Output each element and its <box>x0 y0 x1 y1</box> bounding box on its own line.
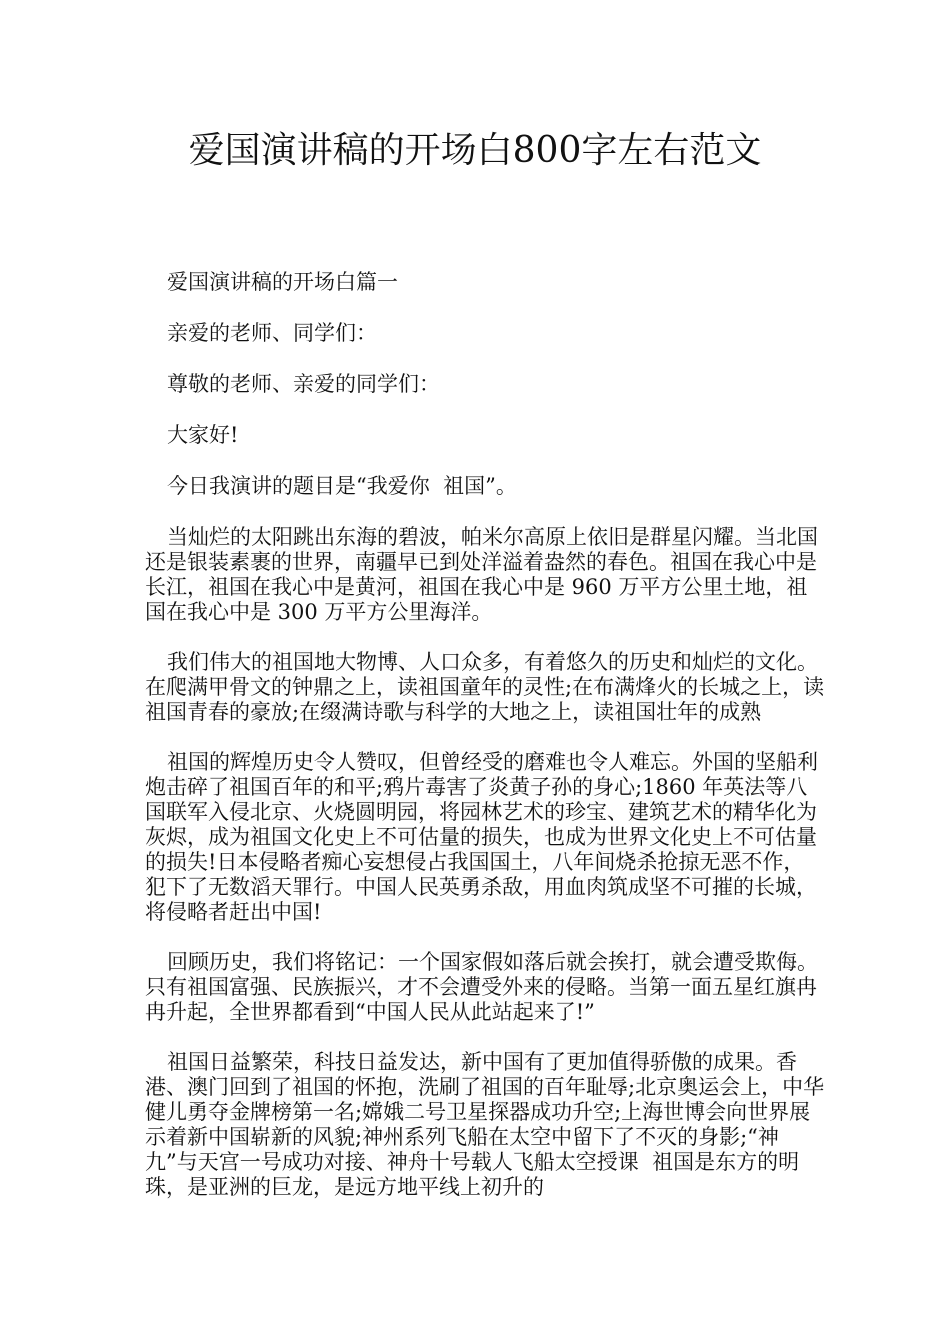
paragraph-salutation-1: 亲爱的老师、同学们： <box>167 321 377 345</box>
document-title: 爱国演讲稿的开场白800字左右范文 <box>188 130 762 171</box>
paragraph-body-3: 祖国的辉煌历史令人赞叹，但曾经受的磨难也令人难忘。外国的坚船利炮击碎了祖国百年的和平;鸦片毒害了炎黄子孙的身心;1860 年英法等八国联军入侵北京、火烧圆明园，将园林艺术的珍宝、建筑艺术的精华化为灰烬，成为祖国文化史上不可估量的损失，也成为世界文化史上不可估量的损失!日本侵略者痴心妄想侵占我国国土，八年间烧杀抢掠无恶不作，犯下了无数滔天罪行。中国人民英勇杀敌，用血肉筑成坚不可摧的长城，将侵略者赶出中国! <box>145 750 818 924</box>
paragraph-body-4: 回顾历史，我们将铭记：一个国家假如落后就会挨打，就会遭受欺侮。只有祖国富强、民族振兴，才不会遭受外来的侵略。当第一面五星红旗冉冉升起，全世界都看到“中国人民从此站起来了!” <box>145 950 818 1024</box>
paragraph-body-1: 当灿烂的太阳跳出东海的碧波，帕米尔高原上依旧是群星闪耀。当北国还是银装素裹的世界，南疆早已到处洋溢着盎然的春色。祖国在我心中是长江，祖国在我心中是黄河，祖国在我心中是 960 万平方公里土地，祖国在我心中是 300 万平方公里海洋。 <box>145 525 818 624</box>
paragraph-topic: 今日我演讲的题目是“我爱你 祖国”。 <box>167 474 517 498</box>
document-body <box>145 270 825 1225</box>
paragraph-body-5: 祖国日益繁荣，科技日益发达，新中国有了更加值得骄傲的成果。香港、澳门回到了祖国的怀抱，洗刷了祖国的百年耻辱;北京奥运会上，中华健儿勇夺金牌榜第一名;嫦娥二号卫星探器成功升空;上海世博会向世界展示着新中国崭新的风貌;神州系列飞船在太空中留下了不灭的身影;“神九”与天宫一号成功对接、神舟十号载人飞船太空授课 祖国是东方的明珠，是亚洲的巨龙，是远方地平线上初升的 <box>145 1050 825 1199</box>
paragraph-heading: 爱国演讲稿的开场白篇一 <box>167 270 398 294</box>
paragraph-body-2: 我们伟大的祖国地大物博、人口众多，有着悠久的历史和灿烂的文化。在爬满甲骨文的钟鼎之上，读祖国童年的灵性;在布满烽火的长城之上，读祖国青春的豪放;在缀满诗歌与科学的大地之上，读祖国壮年的成熟 <box>145 650 825 724</box>
paragraph-salutation-2: 尊敬的老师、亲爱的同学们： <box>167 372 440 396</box>
paragraph-greeting: 大家好! <box>167 423 239 447</box>
